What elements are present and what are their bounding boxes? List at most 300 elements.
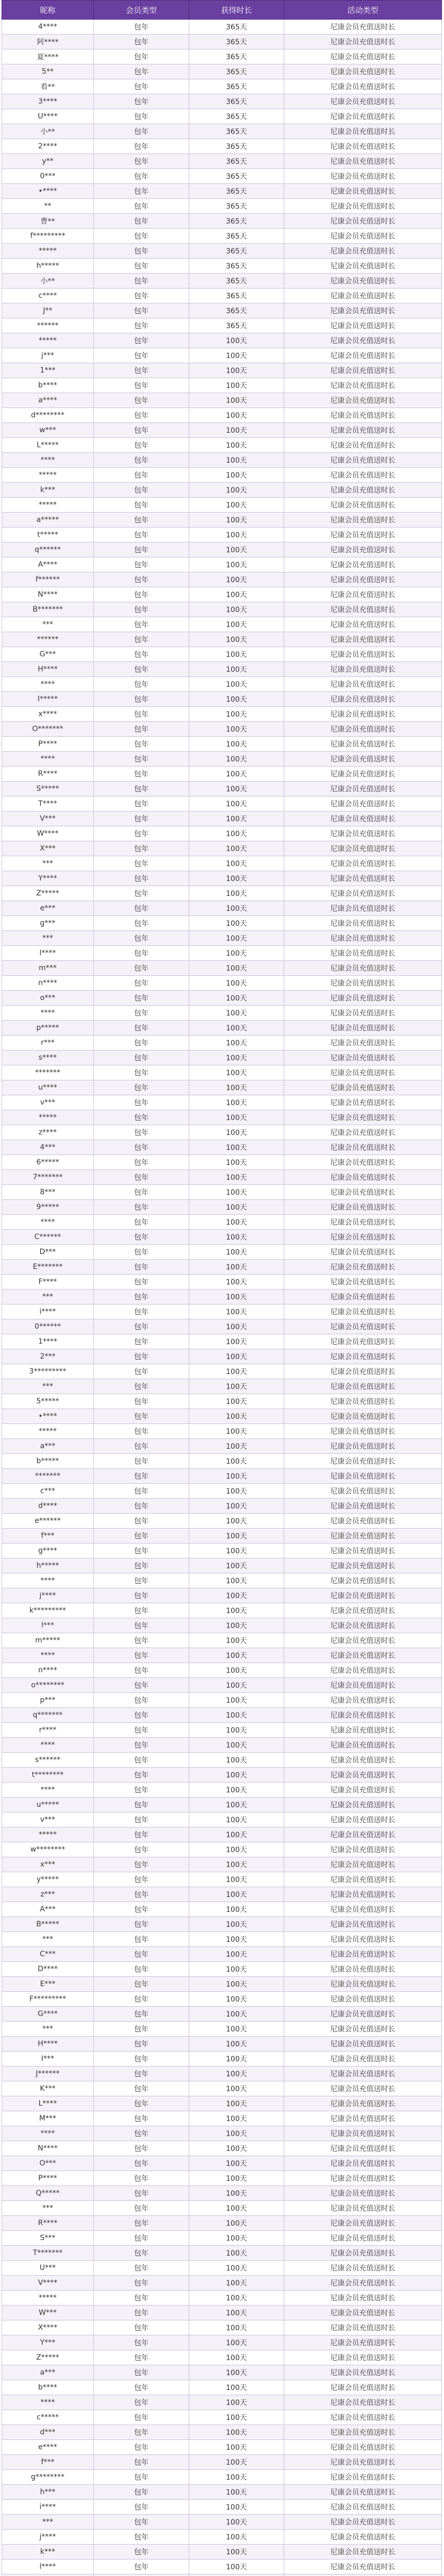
header-duration: 获得时长 <box>189 1 284 20</box>
cell-nickname: x**** <box>2 707 94 722</box>
cell-nickname: **** <box>2 1215 94 1230</box>
cell-member-type: 包年 <box>94 2335 189 2350</box>
cell-member-type: 包年 <box>94 1080 189 1095</box>
table-row <box>2 453 442 468</box>
cell-member-type: 包年 <box>94 1977 189 1992</box>
cell-nickname: *** <box>2 2022 94 2037</box>
cell-nickname: z**** <box>2 1125 94 1140</box>
cell-nickname: Q***** <box>2 2186 94 2201</box>
cell-nickname: s**** <box>2 1050 94 1065</box>
cell-duration: 100天 <box>189 1783 284 1798</box>
table-row <box>2 1379 442 1394</box>
cell-duration: 100天 <box>189 886 284 901</box>
cell-member-type: 包年 <box>94 2216 189 2231</box>
table-row <box>2 214 442 229</box>
table-row <box>2 2261 442 2276</box>
cell-activity-type: 尼康会员充值送时长 <box>284 348 442 363</box>
cell-member-type: 包年 <box>94 2440 189 2455</box>
cell-activity-type: 尼康会员充值送时长 <box>284 2515 442 2530</box>
cell-nickname: e**** <box>2 2440 94 2455</box>
cell-member-type: 包年 <box>94 1842 189 1857</box>
cell-nickname: ***** <box>2 498 94 513</box>
cell-activity-type: 尼康会员充值送时长 <box>284 64 442 79</box>
cell-member-type: 包年 <box>94 1304 189 1319</box>
table-row <box>2 513 442 528</box>
table-row <box>2 139 442 154</box>
cell-member-type: 包年 <box>94 1170 189 1185</box>
cell-duration: 100天 <box>189 1170 284 1185</box>
cell-duration: 100天 <box>189 2365 284 2380</box>
cell-member-type: 包年 <box>94 1006 189 1021</box>
cell-nickname: A*** <box>2 1902 94 1917</box>
cell-activity-type: 尼康会员充值送时长 <box>284 647 442 662</box>
cell-duration: 100天 <box>189 767 284 782</box>
table-row <box>2 1080 442 1095</box>
cell-duration: 100天 <box>189 2291 284 2306</box>
cell-nickname: V**** <box>2 2276 94 2291</box>
table-row <box>2 1155 442 1170</box>
cell-activity-type: 尼康会员充值送时长 <box>284 1887 442 1902</box>
cell-duration: 100天 <box>189 1962 284 1977</box>
cell-activity-type: 尼康会员充值送时长 <box>284 1036 442 1050</box>
cell-duration: 100天 <box>189 1753 284 1768</box>
cell-nickname: ***** <box>2 2291 94 2306</box>
cell-activity-type: 尼康会员充值送时长 <box>284 1439 442 1454</box>
cell-duration: 100天 <box>189 2380 284 2395</box>
cell-nickname: f********* <box>2 229 94 244</box>
cell-nickname: k*** <box>2 2545 94 2560</box>
table-row <box>2 1962 442 1977</box>
cell-member-type: 包年 <box>94 1544 189 1558</box>
cell-member-type: 包年 <box>94 1603 189 1618</box>
cell-member-type: 包年 <box>94 513 189 528</box>
cell-member-type: 包年 <box>94 1992 189 2007</box>
table-row <box>2 2515 442 2530</box>
cell-duration: 100天 <box>189 2261 284 2276</box>
cell-duration: 100天 <box>189 961 284 976</box>
cell-duration: 100天 <box>189 1827 284 1842</box>
cell-member-type: 包年 <box>94 2306 189 2320</box>
table-row <box>2 1902 442 1917</box>
cell-activity-type: 尼康会员充值送时长 <box>284 2261 442 2276</box>
cell-activity-type: 尼康会员充值送时长 <box>284 1021 442 1036</box>
cell-duration: 100天 <box>189 1887 284 1902</box>
cell-duration: 100天 <box>189 1812 284 1827</box>
cell-member-type: 包年 <box>94 1514 189 1529</box>
cell-duration: 100天 <box>189 1006 284 1021</box>
cell-activity-type: 尼康会员充值送时长 <box>284 1334 442 1349</box>
cell-nickname: R**** <box>2 767 94 782</box>
cell-member-type: 包年 <box>94 1723 189 1738</box>
table-row <box>2 871 442 886</box>
cell-nickname: 2**** <box>2 139 94 154</box>
cell-member-type: 包年 <box>94 2111 189 2126</box>
cell-duration: 365天 <box>189 214 284 229</box>
cell-nickname: E*** <box>2 1977 94 1992</box>
table-row <box>2 2141 442 2156</box>
cell-duration: 100天 <box>189 2410 284 2425</box>
cell-nickname: q****** <box>2 543 94 557</box>
cell-duration: 100天 <box>189 2037 284 2052</box>
cell-nickname: U*** <box>2 2261 94 2276</box>
cell-nickname: D**** <box>2 1962 94 1977</box>
cell-duration: 100天 <box>189 2141 284 2156</box>
cell-activity-type: 尼康会员充值送时长 <box>284 2500 442 2515</box>
table-row <box>2 976 442 991</box>
cell-nickname: 5** <box>2 64 94 79</box>
cell-activity-type: 尼康会员充值送时长 <box>284 124 442 139</box>
cell-activity-type: 尼康会员充值送时长 <box>284 2455 442 2470</box>
cell-duration: 100天 <box>189 991 284 1006</box>
cell-member-type: 包年 <box>94 1857 189 1872</box>
table-row <box>2 1200 442 1215</box>
cell-nickname: 4*** <box>2 1140 94 1155</box>
cell-activity-type: 尼康会员充值送时长 <box>284 796 442 811</box>
table-row <box>2 1977 442 1992</box>
cell-nickname: •**** <box>2 1409 94 1424</box>
cell-duration: 100天 <box>189 1947 284 1962</box>
cell-nickname: f****** <box>2 572 94 587</box>
cell-nickname: a***** <box>2 513 94 528</box>
cell-activity-type: 尼康会员充值送时长 <box>284 1573 442 1588</box>
cell-duration: 100天 <box>189 363 284 378</box>
table-row <box>2 572 442 587</box>
cell-member-type: 包年 <box>94 1618 189 1633</box>
cell-nickname: r*** <box>2 1036 94 1050</box>
cell-nickname: r**** <box>2 1723 94 1738</box>
cell-nickname: ***** <box>2 244 94 259</box>
table-row <box>2 318 442 333</box>
cell-nickname: h*** <box>2 2485 94 2500</box>
cell-activity-type: 尼康会员充值送时长 <box>284 528 442 543</box>
cell-member-type: 包年 <box>94 483 189 498</box>
cell-member-type: 包年 <box>94 1439 189 1454</box>
cell-activity-type: 尼康会员充值送时长 <box>284 722 442 737</box>
cell-activity-type: 尼康会员充值送时长 <box>284 229 442 244</box>
cell-activity-type: 尼康会员充值送时长 <box>284 1977 442 1992</box>
cell-member-type: 包年 <box>94 2201 189 2216</box>
cell-activity-type: 尼康会员充值送时长 <box>284 1768 442 1783</box>
cell-activity-type: 尼康会员充值送时长 <box>284 1633 442 1648</box>
cell-nickname: m***** <box>2 1633 94 1648</box>
cell-nickname: O*** <box>2 2156 94 2171</box>
cell-nickname: m*** <box>2 961 94 976</box>
cell-member-type: 包年 <box>94 124 189 139</box>
cell-activity-type: 尼康会员充值送时长 <box>284 154 442 169</box>
table-row <box>2 378 442 393</box>
cell-activity-type: 尼康会员充值送时长 <box>284 1200 442 1215</box>
cell-member-type: 包年 <box>94 1275 189 1290</box>
table-row <box>2 886 442 901</box>
cell-nickname: d******** <box>2 408 94 423</box>
cell-member-type: 包年 <box>94 976 189 991</box>
cell-activity-type: 尼康会员充值送时长 <box>284 1484 442 1499</box>
cell-nickname: M*** <box>2 2111 94 2126</box>
cell-activity-type: 尼康会员充值送时长 <box>284 2410 442 2425</box>
table-row <box>2 423 442 438</box>
cell-member-type: 包年 <box>94 1409 189 1424</box>
cell-activity-type: 尼康会员充值送时长 <box>284 1648 442 1663</box>
cell-member-type: 包年 <box>94 543 189 557</box>
cell-member-type: 包年 <box>94 647 189 662</box>
cell-member-type: 包年 <box>94 2545 189 2560</box>
cell-member-type: 包年 <box>94 617 189 632</box>
cell-member-type: 包年 <box>94 1110 189 1125</box>
cell-nickname: p***** <box>2 1021 94 1036</box>
cell-duration: 100天 <box>189 1842 284 1857</box>
cell-activity-type: 尼康会员充值送时长 <box>284 2126 442 2141</box>
cell-nickname: y***** <box>2 1872 94 1887</box>
table-row <box>2 1917 442 1932</box>
cell-nickname: k*** <box>2 483 94 498</box>
cell-member-type: 包年 <box>94 2066 189 2081</box>
cell-duration: 100天 <box>189 677 284 692</box>
cell-duration: 100天 <box>189 1693 284 1708</box>
cell-nickname: e*** <box>2 901 94 916</box>
table-row <box>2 1633 442 1648</box>
table-row <box>2 901 442 916</box>
cell-nickname: 4**** <box>2 20 94 35</box>
cell-duration: 365天 <box>189 289 284 303</box>
cell-duration: 100天 <box>189 1633 284 1648</box>
cell-nickname: S*** <box>2 2231 94 2246</box>
cell-duration: 100天 <box>189 1349 284 1364</box>
cell-nickname: ***** <box>2 1110 94 1125</box>
cell-nickname: J****** <box>2 2066 94 2081</box>
cell-nickname: *** <box>2 2515 94 2530</box>
cell-duration: 100天 <box>189 2081 284 2096</box>
cell-nickname: w*** <box>2 423 94 438</box>
cell-activity-type: 尼康会员充值送时长 <box>284 1170 442 1185</box>
cell-duration: 100天 <box>189 1618 284 1633</box>
table-row <box>2 2231 442 2246</box>
table-row <box>2 1887 442 1902</box>
cell-activity-type: 尼康会员充值送时长 <box>284 1364 442 1379</box>
cell-nickname: b***** <box>2 1454 94 1469</box>
cell-duration: 365天 <box>189 139 284 154</box>
header-activity-type: 活动类型 <box>284 1 442 20</box>
cell-member-type: 包年 <box>94 557 189 572</box>
table-row <box>2 2201 442 2216</box>
cell-duration: 365天 <box>189 109 284 124</box>
cell-member-type: 包年 <box>94 2276 189 2291</box>
cell-nickname: ***** <box>2 333 94 348</box>
cell-duration: 100天 <box>189 1932 284 1947</box>
table-row <box>2 1275 442 1290</box>
table-row <box>2 662 442 677</box>
cell-member-type: 包年 <box>94 2037 189 2052</box>
table-row <box>2 79 442 94</box>
cell-duration: 100天 <box>189 1304 284 1319</box>
cell-activity-type: 尼康会员充值送时长 <box>284 1006 442 1021</box>
cell-duration: 100天 <box>189 453 284 468</box>
cell-member-type: 包年 <box>94 2171 189 2186</box>
cell-member-type: 包年 <box>94 1738 189 1753</box>
table-row <box>2 543 442 557</box>
cell-nickname: Y**** <box>2 871 94 886</box>
table-row <box>2 1603 442 1618</box>
cell-activity-type: 尼康会员充值送时长 <box>284 841 442 856</box>
cell-activity-type: 尼康会员充值送时长 <box>284 2171 442 2186</box>
cell-member-type: 包年 <box>94 946 189 961</box>
cell-activity-type: 尼康会员充值送时长 <box>284 199 442 214</box>
cell-duration: 100天 <box>189 602 284 617</box>
cell-duration: 100天 <box>189 1036 284 1050</box>
cell-member-type: 包年 <box>94 1573 189 1588</box>
cell-nickname: •**** <box>2 184 94 199</box>
table-row <box>2 991 442 1006</box>
cell-member-type: 包年 <box>94 1050 189 1065</box>
table-row <box>2 49 442 64</box>
table-row <box>2 1827 442 1842</box>
cell-nickname: W**** <box>2 826 94 841</box>
table-row <box>2 961 442 976</box>
cell-activity-type: 尼康会员充值送时长 <box>284 169 442 184</box>
cell-activity-type: 尼康会员充值送时长 <box>284 2350 442 2365</box>
cell-member-type: 包年 <box>94 1200 189 1215</box>
cell-duration: 100天 <box>189 2111 284 2126</box>
cell-duration: 100天 <box>189 1603 284 1618</box>
cell-duration: 100天 <box>189 2440 284 2455</box>
table-row <box>2 1588 442 1603</box>
cell-duration: 365天 <box>189 244 284 259</box>
cell-member-type: 包年 <box>94 1678 189 1693</box>
cell-nickname: v*** <box>2 1095 94 1110</box>
cell-member-type: 包年 <box>94 2007 189 2022</box>
cell-nickname: 小** <box>2 274 94 289</box>
table-row <box>2 2350 442 2365</box>
table-row <box>2 1319 442 1334</box>
table-row <box>2 2037 442 2052</box>
cell-duration: 100天 <box>189 2530 284 2545</box>
cell-duration: 100天 <box>189 811 284 826</box>
cell-nickname: R**** <box>2 2216 94 2231</box>
cell-duration: 100天 <box>189 1738 284 1753</box>
table-row <box>2 2156 442 2171</box>
cell-member-type: 包年 <box>94 1290 189 1304</box>
table-row <box>2 259 442 274</box>
cell-nickname: Z***** <box>2 2350 94 2365</box>
table-row <box>2 20 442 35</box>
cell-nickname: s****** <box>2 1753 94 1768</box>
cell-duration: 100天 <box>189 2470 284 2485</box>
cell-member-type: 包年 <box>94 1499 189 1514</box>
table-row <box>2 1738 442 1753</box>
cell-duration: 100天 <box>189 2216 284 2231</box>
cell-duration: 100天 <box>189 2246 284 2261</box>
cell-member-type: 包年 <box>94 1215 189 1230</box>
cell-nickname: **** <box>2 1738 94 1753</box>
table-row <box>2 1573 442 1588</box>
table-row <box>2 677 442 692</box>
cell-nickname: K*** <box>2 2081 94 2096</box>
cell-activity-type: 尼康会员充值送时长 <box>284 2037 442 2052</box>
cell-nickname: C****** <box>2 1230 94 1245</box>
cell-nickname: 3**** <box>2 94 94 109</box>
cell-member-type: 包年 <box>94 1753 189 1768</box>
cell-activity-type: 尼康会员充值送时长 <box>284 2395 442 2410</box>
cell-activity-type: 尼康会员充值送时长 <box>284 393 442 408</box>
cell-activity-type: 尼康会员充值送时长 <box>284 1424 442 1439</box>
table-row <box>2 946 442 961</box>
cell-nickname: a*** <box>2 1439 94 1454</box>
table-row <box>2 2410 442 2425</box>
cell-activity-type: 尼康会员充值送时长 <box>284 961 442 976</box>
cell-duration: 100天 <box>189 647 284 662</box>
cell-duration: 100天 <box>189 1215 284 1230</box>
cell-activity-type: 尼康会员充值送时长 <box>284 2246 442 2261</box>
table-row <box>2 2500 442 2515</box>
cell-member-type: 包年 <box>94 214 189 229</box>
cell-nickname: 3********* <box>2 1364 94 1379</box>
cell-nickname: 阿**** <box>2 35 94 49</box>
cell-activity-type: 尼康会员充值送时长 <box>284 1708 442 1723</box>
table-row <box>2 2007 442 2022</box>
cell-activity-type: 尼康会员充值送时长 <box>284 1110 442 1125</box>
cell-nickname: 1**** <box>2 1334 94 1349</box>
table-row <box>2 1424 442 1439</box>
cell-duration: 365天 <box>189 184 284 199</box>
cell-duration: 100天 <box>189 782 284 796</box>
cell-member-type: 包年 <box>94 49 189 64</box>
cell-activity-type: 尼康会员充值送时长 <box>284 408 442 423</box>
cell-duration: 100天 <box>189 498 284 513</box>
table-row <box>2 1992 442 2007</box>
cell-nickname: *** <box>2 2201 94 2216</box>
table-row <box>2 199 442 214</box>
cell-duration: 100天 <box>189 722 284 737</box>
cell-duration: 100天 <box>189 1110 284 1125</box>
cell-nickname: o*** <box>2 991 94 1006</box>
cell-nickname: c***** <box>2 2410 94 2425</box>
cell-duration: 365天 <box>189 64 284 79</box>
cell-nickname: f*** <box>2 1529 94 1544</box>
cell-member-type: 包年 <box>94 2515 189 2530</box>
cell-nickname: ****** <box>2 632 94 647</box>
table-row <box>2 2276 442 2291</box>
cell-activity-type: 尼康会员充值送时长 <box>284 2320 442 2335</box>
cell-activity-type: 尼康会员充值送时长 <box>284 49 442 64</box>
cell-activity-type: 尼康会员充值送时长 <box>284 1588 442 1603</box>
cell-nickname: Z***** <box>2 886 94 901</box>
cell-member-type: 包年 <box>94 1469 189 1484</box>
cell-duration: 100天 <box>189 2335 284 2350</box>
cell-member-type: 包年 <box>94 2500 189 2515</box>
cell-nickname: **** <box>2 1573 94 1588</box>
table-row <box>2 1484 442 1499</box>
header-nickname: 昵称 <box>2 1 94 20</box>
cell-member-type: 包年 <box>94 1155 189 1170</box>
cell-duration: 100天 <box>189 2500 284 2515</box>
cell-activity-type: 尼康会员充值送时长 <box>284 707 442 722</box>
cell-member-type: 包年 <box>94 1708 189 1723</box>
cell-nickname: w******** <box>2 1842 94 1857</box>
cell-nickname: *** <box>2 1379 94 1394</box>
cell-member-type: 包年 <box>94 1932 189 1947</box>
cell-duration: 100天 <box>189 796 284 811</box>
cell-nickname: j*** <box>2 348 94 363</box>
cell-duration: 365天 <box>189 35 284 49</box>
cell-duration: 100天 <box>189 557 284 572</box>
cell-member-type: 包年 <box>94 1140 189 1155</box>
cell-duration: 100天 <box>189 1439 284 1454</box>
cell-activity-type: 尼康会员充值送时长 <box>284 2291 442 2306</box>
table-row <box>2 722 442 737</box>
table-row <box>2 737 442 752</box>
cell-member-type: 包年 <box>94 1125 189 1140</box>
table-row <box>2 1454 442 1469</box>
table-row <box>2 1409 442 1424</box>
